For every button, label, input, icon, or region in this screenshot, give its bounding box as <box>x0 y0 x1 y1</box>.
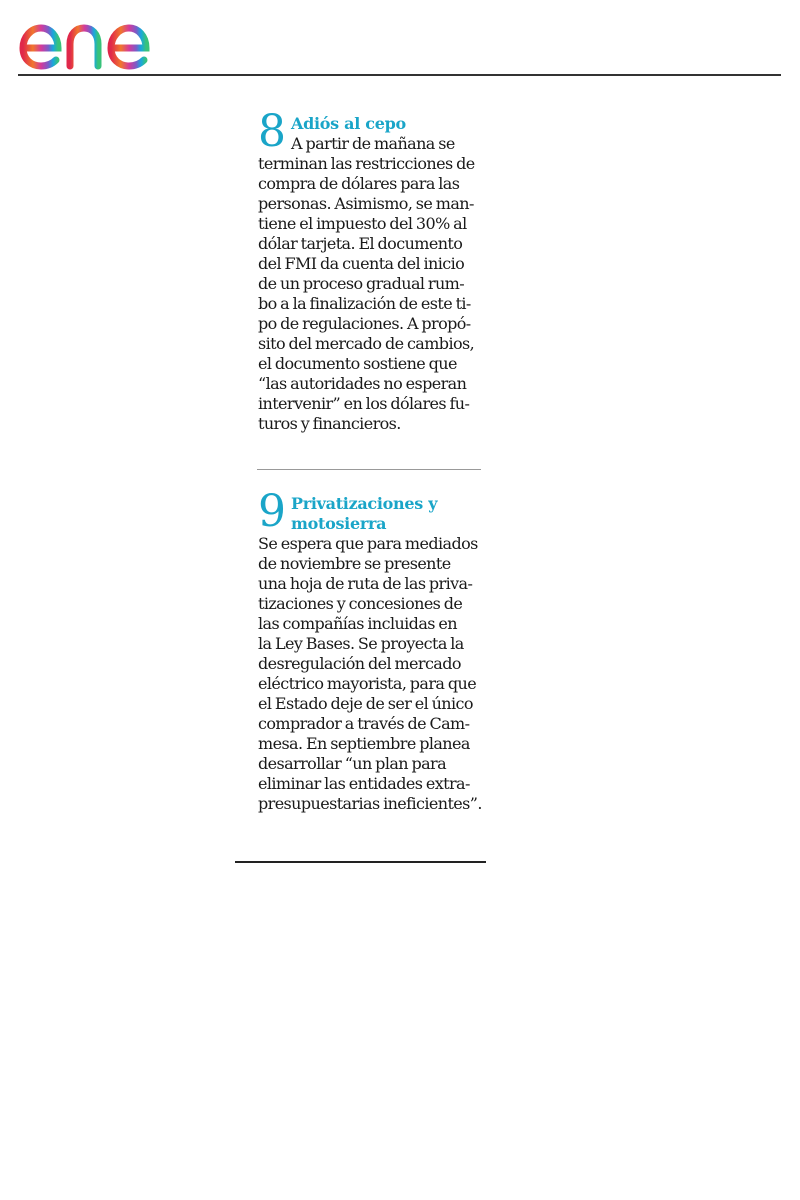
body-line: una hoja de ruta de las priva- <box>258 574 473 593</box>
item-number: 8 <box>258 106 286 157</box>
body-line: A partir de mañana se <box>291 134 455 153</box>
header-divider <box>18 74 781 76</box>
body-line: intervenir” en los dólares fu- <box>258 394 470 413</box>
body-line: tizaciones y concesiones de <box>258 594 463 613</box>
body-line: las compañías incluidas en <box>258 614 457 633</box>
body-line: “las autoridades no esperan <box>258 374 467 393</box>
body-line: compra de dólares para las <box>258 174 460 193</box>
body-line: eléctrico mayorista, para que <box>258 674 477 693</box>
body-line: de noviembre se presente <box>258 554 451 573</box>
item-title <box>258 486 482 537</box>
item-title <box>258 114 482 134</box>
body-line: comprador a través de Cam- <box>258 714 470 733</box>
item-body <box>258 534 482 814</box>
article-divider <box>257 469 481 470</box>
body-line: personas. Asimismo, se man- <box>258 194 474 213</box>
enel-logo <box>18 6 178 70</box>
body-line: desregulación del mercado <box>258 654 461 673</box>
body-line: desarrollar “un plan para <box>258 754 447 773</box>
item-body <box>258 134 482 434</box>
body-line: del FMI da cuenta del inicio <box>258 254 465 273</box>
body-line: po de regulaciones. A propó- <box>258 314 471 333</box>
body-line: de un proceso gradual rum- <box>258 274 465 293</box>
article-item-9 <box>258 486 482 814</box>
body-line: la Ley Bases. Se proyecta la <box>258 634 464 653</box>
body-line: eliminar las entidades extra- <box>258 774 470 793</box>
body-line: terminan las restricciones de <box>258 154 475 173</box>
item-title-line: Adiós al cepo <box>291 114 406 133</box>
body-line: bo a la finalización de este ti- <box>258 294 471 313</box>
body-line: dólar tarjeta. El documento <box>258 234 463 253</box>
body-line: tiene el impuesto del 30% al <box>258 214 467 233</box>
body-line: el Estado deje de ser el único <box>258 694 473 713</box>
body-line: turos y financieros. <box>258 414 401 433</box>
body-line: Se espera que para mediados <box>258 534 478 553</box>
item-title-line: Privatizaciones y <box>291 494 438 513</box>
body-line: sito del mercado de cambios, <box>258 334 475 353</box>
body-line: presupuestarias ineficientes”. <box>258 794 482 813</box>
article-item-8 <box>258 106 482 434</box>
body-line: mesa. En septiembre planea <box>258 734 470 753</box>
item-title-line: motosierra <box>291 514 387 533</box>
body-line: el documento sostiene que <box>258 354 457 373</box>
item-number: 9 <box>258 486 286 537</box>
end-divider <box>235 861 486 863</box>
header <box>0 0 800 76</box>
